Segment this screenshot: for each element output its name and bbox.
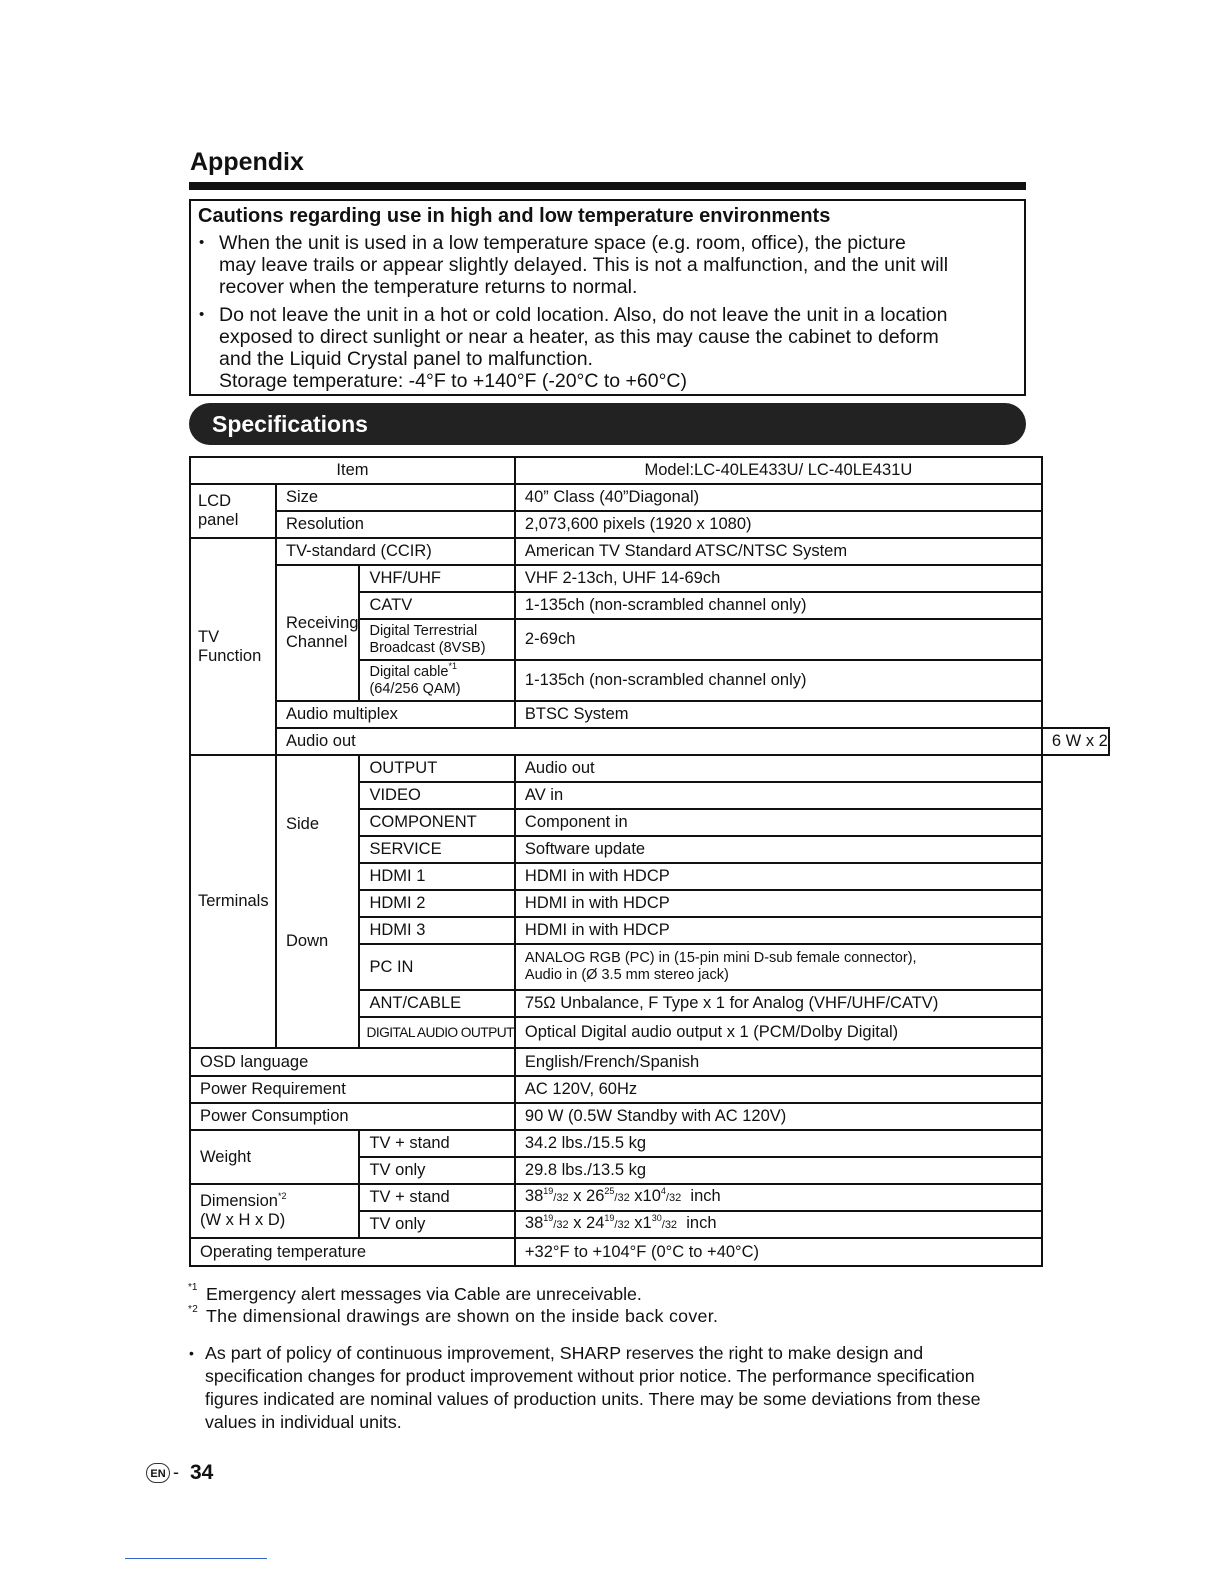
weight-label: Weight: [190, 1130, 359, 1184]
policy-line: As part of policy of continuous improvement, SHARP reserves the right to make design and: [205, 1343, 924, 1363]
power-consumption-value: 90 W (0.5W Standby with AC 120V): [515, 1103, 1042, 1130]
terminal-label: HDMI 1: [359, 863, 514, 890]
osd-language-value: English/French/Spanish: [515, 1048, 1042, 1076]
ant-cable-value: 75Ω Unbalance, F Type x 1 for Analog (VHF/UHF/CATV): [515, 990, 1042, 1017]
vhf-label: VHF/UHF: [359, 565, 514, 592]
table-row: [190, 484, 1109, 511]
terminal-label: OUTPUT: [359, 755, 514, 782]
terminal-label: HDMI 2: [359, 890, 514, 917]
table-row: [190, 1184, 1109, 1211]
dimension-stand-label: TV + stand: [359, 1184, 514, 1211]
ant-cable-label: ANT/CABLE: [359, 990, 514, 1017]
terminal-label: SERVICE: [359, 836, 514, 863]
caution-line: Storage temperature: -4°F to +140°F (-20°C to +60°C): [219, 370, 687, 392]
language-badge: EN: [146, 1463, 170, 1483]
table-row: [190, 728, 1109, 755]
audio-out-value: 6 W x 2: [1042, 728, 1109, 755]
pc-in-value: ANALOG RGB (PC) in (15-pin mini D-sub female connector), Audio in (Ø 3.5 mm stereo jack): [515, 944, 1042, 990]
digital-terrestrial-value: 2-69ch: [515, 619, 1042, 660]
table-row: [190, 457, 1109, 484]
caution-box: [189, 199, 1026, 396]
page-title: Appendix: [190, 148, 304, 176]
osd-language-label: OSD language: [190, 1048, 515, 1076]
bullet-dot: •: [189, 1345, 194, 1361]
page-separator: -: [173, 1462, 179, 1482]
weight-only-label: TV only: [359, 1157, 514, 1184]
policy-line: figures indicated are nominal values of production units. There may be some deviations from these: [205, 1389, 981, 1409]
terminal-label: COMPONENT: [359, 809, 514, 836]
footnote-1: *1 Emergency alert messages via Cable are unreceivable.: [188, 1282, 642, 1304]
table-row: [190, 538, 1109, 565]
weight-only-value: 29.8 lbs./13.5 kg: [515, 1157, 1042, 1184]
tv-function-label: TV Function: [190, 538, 276, 755]
audio-out-label: Audio out: [276, 728, 1042, 755]
digital-audio-output-value: Optical Digital audio output x 1 (PCM/Dolby Digital): [515, 1017, 1042, 1048]
digital-audio-output-label: DIGITAL AUDIO OUTPUT: [359, 1017, 514, 1048]
digital-terrestrial-label: Digital Terrestrial Broadcast (8VSB): [359, 619, 514, 660]
tv-standard-label: TV-standard (CCIR): [276, 538, 515, 565]
policy-line: values in individual units.: [205, 1412, 402, 1432]
caution-title: Cautions regarding use in high and low temperature environments: [198, 205, 831, 227]
caution-line: Do not leave the unit in a hot or cold location. Also, do not leave the unit in a location: [219, 304, 948, 326]
table-row: [190, 836, 1109, 863]
terminal-value: Audio out: [515, 755, 1042, 782]
caution-line: recover when the temperature returns to normal.: [219, 276, 638, 298]
terminal-value: HDMI in with HDCP: [515, 890, 1042, 917]
specifications-title: Specifications: [212, 411, 368, 437]
table-row: [190, 511, 1109, 538]
table-row: [190, 755, 1109, 782]
terminal-value: Component in: [515, 809, 1042, 836]
terminals-label: Terminals: [190, 755, 276, 1048]
bottom-link-underline: [125, 1558, 267, 1559]
operating-temperature-label: Operating temperature: [190, 1238, 515, 1266]
dimension-stand-value: $38^{19}/32$ x $26^{25}/32$ $x10^4/32$ inch: [515, 1184, 1042, 1211]
caution-line: may leave trails or appear slightly delayed. This is not a malfunction, and the unit will: [219, 254, 949, 276]
size-value: 40” Class (40”Diagonal): [515, 484, 1042, 511]
bullet-dot: •: [199, 306, 205, 323]
table-row: [190, 701, 1109, 728]
table-row: [190, 1238, 1109, 1266]
size-label: Size: [276, 484, 515, 511]
pc-in-label: PC IN: [359, 944, 514, 990]
resolution-label: Resolution: [276, 511, 515, 538]
specifications-table: [189, 456, 1110, 1267]
terminal-label: HDMI 3: [359, 917, 514, 944]
specifications-banner: [189, 403, 1026, 445]
header-item: Item: [190, 457, 515, 484]
table-row: [190, 1076, 1109, 1103]
lcd-panel-label: LCD panel: [190, 484, 276, 538]
power-requirement-value: AC 120V, 60Hz: [515, 1076, 1042, 1103]
catv-label: CATV: [359, 592, 514, 619]
caution-line: and the Liquid Crystal panel to malfunction.: [219, 348, 593, 370]
receiving-channel-label: Receiving Channel: [276, 565, 359, 701]
power-requirement-label: Power Requirement: [190, 1076, 515, 1103]
footnote-2: *2 The dimensional drawings are shown on the inside back cover.: [188, 1304, 719, 1326]
header-model: Model:LC-40LE433U/ LC-40LE431U: [515, 457, 1042, 484]
down-label: Down: [276, 836, 359, 1048]
vhf-value: VHF 2-13ch, UHF 14-69ch: [515, 565, 1042, 592]
table-row: [190, 1103, 1109, 1130]
power-consumption-label: Power Consumption: [190, 1103, 515, 1130]
resolution-value: 2,073,600 pixels (1920 x 1080): [515, 511, 1042, 538]
audio-multiplex-label: Audio multiplex: [276, 701, 515, 728]
side-label: Side: [276, 755, 359, 836]
terminal-value: Software update: [515, 836, 1042, 863]
table-row: [190, 565, 1109, 592]
dimension-only-value: $38^{19}/32$ x $24^{19}/32$ $x1^{30}/32$ inch: [515, 1211, 1042, 1238]
bullet-dot: •: [199, 234, 205, 251]
dimension-only-label: TV only: [359, 1211, 514, 1238]
caution-line: exposed to direct sunlight or near a heater, as this may cause the cabinet to deform: [219, 326, 939, 348]
terminal-label: VIDEO: [359, 782, 514, 809]
caution-line: When the unit is used in a low temperature space (e.g. room, office), the picture: [219, 232, 906, 254]
terminal-value: HDMI in with HDCP: [515, 863, 1042, 890]
digital-cable-value: 1-135ch (non-scrambled channel only): [515, 660, 1042, 701]
table-row: [190, 1048, 1109, 1076]
dimension-label: Dimension$^{*2}$ (W x H x D): [190, 1184, 359, 1238]
page-number: 34: [190, 1461, 214, 1484]
terminal-value: AV in: [515, 782, 1042, 809]
digital-cable-label: Digital cable$^{*1}$ (64/256 QAM): [359, 660, 514, 701]
title-rule: [189, 182, 1026, 190]
tv-standard-value: American TV Standard ATSC/NTSC System: [515, 538, 1042, 565]
table-row: [190, 1130, 1109, 1157]
audio-multiplex-value: BTSC System: [515, 701, 1042, 728]
weight-stand-label: TV + stand: [359, 1130, 514, 1157]
catv-value: 1-135ch (non-scrambled channel only): [515, 592, 1042, 619]
terminal-value: HDMI in with HDCP: [515, 917, 1042, 944]
policy-line: specification changes for product improvement without prior notice. The performance specification: [205, 1366, 975, 1386]
operating-temperature-value: +32°F to +104°F (0°C to +40°C): [515, 1238, 1042, 1266]
weight-stand-value: 34.2 lbs./15.5 kg: [515, 1130, 1042, 1157]
